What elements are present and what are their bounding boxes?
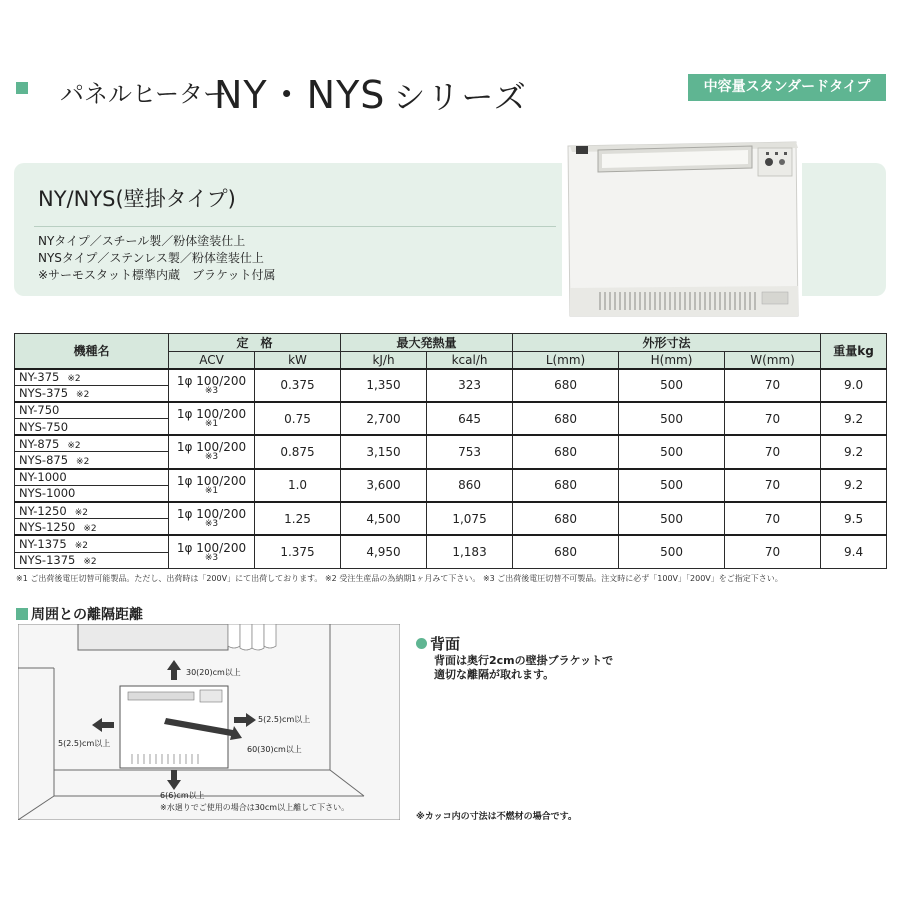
model-cell: NYS-1000 (15, 485, 169, 502)
left-clearance-label: 5(2.5)cm以上 (58, 739, 111, 748)
kjh-cell: 3,600 (341, 469, 427, 502)
acv-cell: 1φ 100/200 ※1 (169, 402, 255, 435)
weight-cell: 9.5 (821, 502, 887, 535)
clearance-diagram (18, 624, 400, 820)
model-cell: NYS-875 ※2 (15, 452, 169, 469)
width-cell: 70 (725, 502, 821, 535)
kw-cell: 0.875 (255, 435, 341, 468)
title-square-icon (16, 82, 28, 94)
header-l: L(mm) (513, 352, 619, 369)
width-cell: 70 (725, 435, 821, 468)
height-cell: 500 (619, 369, 725, 402)
header-weight: 重量kg (821, 334, 887, 369)
kw-cell: 1.375 (255, 535, 341, 568)
length-cell: 680 (513, 435, 619, 468)
bottom-clearance-label: 6(6)cm以上 (160, 791, 205, 800)
panel-heater-photo (562, 140, 802, 320)
kcalh-cell: 753 (427, 435, 513, 468)
kcalh-cell: 860 (427, 469, 513, 502)
weight-cell: 9.2 (821, 435, 887, 468)
kw-cell: 0.375 (255, 369, 341, 402)
table-row (15, 402, 887, 419)
kcalh-cell: 1,075 (427, 502, 513, 535)
kw-cell: 1.0 (255, 469, 341, 502)
kcalh-cell: 645 (427, 402, 513, 435)
back-section-text: 背面は奥行2cmの壁掛ブラケットで 適切な離隔が取れます。 (434, 654, 614, 681)
model-cell: NYS-1250 ※2 (15, 519, 169, 536)
weight-cell: 9.2 (821, 469, 887, 502)
acv-cell: 1φ 100/200 ※3 (169, 502, 255, 535)
header-h: H(mm) (619, 352, 725, 369)
spec-line: ※サーモスタット標準内蔵 ブラケット付属 (38, 268, 276, 282)
width-cell: 70 (725, 535, 821, 568)
header-kcalh: kcal/h (427, 352, 513, 369)
length-cell: 680 (513, 469, 619, 502)
header-dimensions: 外形寸法 (513, 334, 821, 352)
model-cell: NY-1375 ※2 (15, 535, 169, 552)
type-badge: 中容量スタンダードタイプ (688, 74, 886, 101)
page-title (214, 64, 528, 119)
kjh-cell: 3,150 (341, 435, 427, 468)
kw-cell: 1.25 (255, 502, 341, 535)
height-cell: 500 (619, 402, 725, 435)
height-cell: 500 (619, 435, 725, 468)
model-cell: NYS-750 (15, 419, 169, 436)
length-cell: 680 (513, 502, 619, 535)
clearance-heading: 周囲との離隔距離 (16, 604, 143, 624)
back-section-title: 背面 (416, 633, 460, 654)
weight-cell: 9.2 (821, 402, 887, 435)
header-acv: ACV (169, 352, 255, 369)
spec-table-body (15, 369, 887, 569)
acv-cell: 1φ 100/200 ※3 (169, 535, 255, 568)
kcalh-cell: 1,183 (427, 535, 513, 568)
weight-cell: 9.0 (821, 369, 887, 402)
model-cell: NY-750 (15, 402, 169, 419)
front-clearance-label: 60(30)cm以上 (247, 745, 302, 754)
bottom-clearance-note: ※水廻りでご使用の場合は30cm以上離して下さい。 (160, 803, 350, 812)
width-cell: 70 (725, 369, 821, 402)
height-cell: 500 (619, 469, 725, 502)
top-clearance-label: 30(20)cm以上 (186, 668, 241, 677)
bullet-dot-icon (416, 638, 427, 649)
table-row (15, 469, 887, 486)
kjh-cell: 4,950 (341, 535, 427, 568)
header-output: 最大発熱量 (341, 334, 513, 352)
kjh-cell: 2,700 (341, 402, 427, 435)
right-clearance-label: 5(2.5)cm以上 (258, 715, 311, 724)
product-spec-lines (38, 233, 275, 284)
model-cell: NY-875 ※2 (15, 435, 169, 452)
parentheses-note: ※カッコ内の寸法は不燃材の場合です。 (416, 812, 577, 822)
header-model: 機種名 (15, 334, 169, 369)
height-cell: 500 (619, 535, 725, 568)
page-header (14, 62, 886, 117)
model-cell: NY-375 ※2 (15, 369, 169, 386)
heading-square-icon (16, 608, 28, 620)
length-cell: 680 (513, 402, 619, 435)
table-footnote: ※1 ご出荷後電圧切替可能製品。ただし、出荷時は「200V」にて出荷しております。 ※2 受注生産品の為納期1ヶ月みて下さい。 ※3 ご出荷後電圧切替不可製品。注文時に必ず「100V」「200V」をご指定下さい。 (16, 574, 783, 583)
header-kjh: kJ/h (341, 352, 427, 369)
table-row (15, 502, 887, 519)
table-row (15, 435, 887, 452)
length-cell: 680 (513, 369, 619, 402)
header-rating: 定 格 (169, 334, 341, 352)
title-category: パネルヒーター (60, 80, 228, 108)
series-suffix: シリーズ (393, 78, 528, 116)
spec-line: NYSタイプ／ステンレス製／粉体塗装仕上 (38, 251, 264, 265)
acv-cell: 1φ 100/200 ※3 (169, 369, 255, 402)
spec-line: NYタイプ／スチール製／粉体塗装仕上 (38, 234, 246, 248)
model-cell: NY-1000 (15, 469, 169, 486)
width-cell: 70 (725, 402, 821, 435)
length-cell: 680 (513, 535, 619, 568)
header-w: W(mm) (725, 352, 821, 369)
height-cell: 500 (619, 502, 725, 535)
kjh-cell: 4,500 (341, 502, 427, 535)
kcalh-cell: 323 (427, 369, 513, 402)
header-kw: kW (255, 352, 341, 369)
model-cell: NYS-1375 ※2 (15, 552, 169, 569)
model-cell: NYS-375 ※2 (15, 385, 169, 402)
acv-cell: 1φ 100/200 ※1 (169, 469, 255, 502)
spec-table (14, 333, 887, 569)
weight-cell: 9.4 (821, 535, 887, 568)
kjh-cell: 1,350 (341, 369, 427, 402)
acv-cell: 1φ 100/200 ※3 (169, 435, 255, 468)
width-cell: 70 (725, 469, 821, 502)
model-cell: NY-1250 ※2 (15, 502, 169, 519)
table-row (15, 535, 887, 552)
kw-cell: 0.75 (255, 402, 341, 435)
table-row (15, 369, 887, 386)
series-name: NY・NYS (214, 73, 386, 117)
product-heading: NY/NYS(壁掛タイプ) (38, 187, 236, 211)
divider (34, 226, 556, 227)
